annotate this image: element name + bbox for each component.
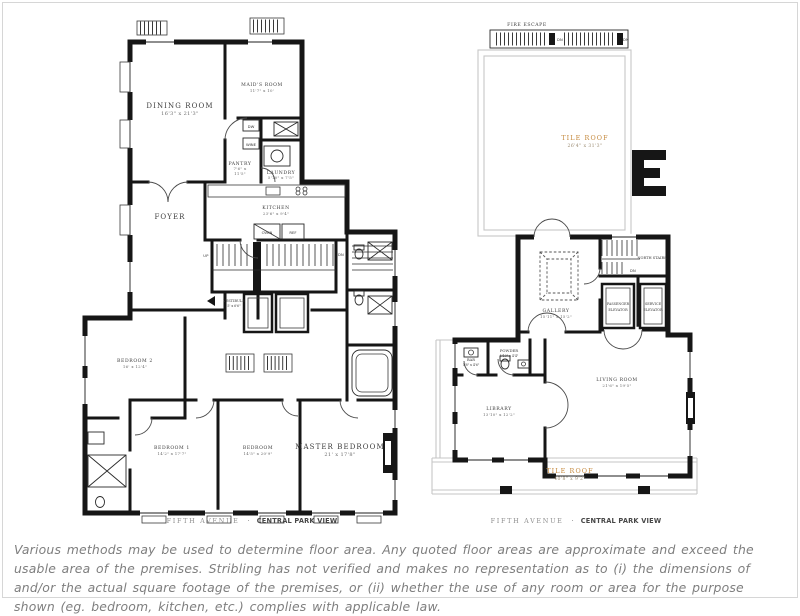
room-label-bedroom1: BEDROOM 1 — [154, 446, 190, 451]
label-passenger-elevator-2: ELEVATOR — [608, 308, 628, 312]
room-dims-maids: 11'7" x 10' — [249, 88, 275, 93]
room-dims-dining: 16'3" x 21'3" — [161, 111, 199, 117]
room-dims-vestibule: 5' x 6'6" — [227, 304, 241, 308]
label-stairs-up: UP — [203, 254, 209, 258]
room-dims-bar: 5'8" x 4'6" — [462, 363, 480, 367]
label-service-elevator-1: SERVICE — [644, 302, 662, 306]
floor2-plan — [432, 22, 697, 527]
floor2-interior-walls — [455, 237, 668, 460]
label-stairs-dn: DN — [337, 253, 345, 257]
roof-bulkhead — [632, 150, 666, 196]
room-dims-bedroom: 14'5" x 20'9" — [243, 451, 273, 456]
room-label-bedroom: BEDROOM — [242, 446, 274, 451]
floor1-terrace-boxes — [137, 18, 284, 35]
room-dims-library: 13'10" x 12'2" — [483, 412, 515, 417]
entry-arrow — [207, 296, 215, 306]
room-dims-gallery: 15'11" x 15'2" — [540, 314, 572, 319]
label-dishwasher: DW — [247, 124, 255, 129]
room-dims-powder: 5'10" x 4'4" — [499, 354, 519, 358]
room-dims-bedroom2: 16' x 12'4" — [122, 364, 148, 369]
room-dims-kitchen: 23'6" x 9'4" — [262, 211, 290, 216]
disclaimer-text: Various methods may be used to determine floor area. Any quoted floor areas are approximate and exceed the usable area of the premises. Stribling has not verified and makes no representation as to (i) the dimensions of and/or the actual square footage of the premises, or (ii) whether the use of any room or area for the purpose shown (eg. bedroom, kitchen, etc.) complies with applicable law. — [14, 542, 754, 614]
label-wine-fridge: WINE — [245, 142, 257, 147]
label-service-elevator-2: ELEVATOR — [643, 308, 663, 312]
room-label-library: LIBRARY — [486, 407, 512, 412]
floor2-windows — [455, 237, 690, 476]
room-label-gallery: GALLERY — [542, 309, 570, 314]
room-label-pantry: PANTRY — [228, 162, 252, 167]
room-dims-living: 21'6" x 19'5" — [602, 383, 632, 388]
gallery-skylight — [540, 252, 578, 300]
dims-tile-roof-top: 26'4" x 31'3" — [567, 144, 603, 149]
room-dims-pantry-2: 11'5" — [234, 171, 246, 176]
room-label-powder: POWDER — [499, 348, 519, 353]
floor2-elevators — [602, 284, 666, 328]
floor1-street-label: FIFTH AVENUE · CENTRAL PARK VIEW — [166, 517, 338, 525]
roof-parapets — [432, 50, 697, 494]
dims-tile-roof-bottom: 40'8" x 9'2" — [554, 477, 586, 482]
room-label-kitchen: KITCHEN — [262, 206, 290, 211]
room-dims-master: 21' x 17'8" — [324, 452, 356, 458]
floor1-plan — [85, 18, 395, 527]
fire-escape — [490, 22, 629, 48]
floor1-stairs — [212, 244, 393, 270]
room-dims-bedroom1: 14'2" x 17'7" — [157, 451, 187, 456]
room-label-vestibule: VESTIBULE — [223, 299, 245, 303]
room-dims-pantry-1: 7'6" x — [233, 166, 247, 171]
room-label-bedroom2: BEDROOM 2 — [117, 359, 153, 364]
label-fire-escape: FIRE ESCAPE — [507, 23, 547, 28]
room-label-laundry: LAUNDRY — [266, 171, 296, 176]
label-north-stairs-dn: DN — [629, 269, 637, 273]
floor2-doors — [464, 219, 642, 428]
floor1-stair-divider — [253, 242, 261, 292]
label-tile-roof-top: TILE ROOF — [561, 134, 609, 142]
label-refrigerator: REF — [289, 230, 297, 235]
floor2-exterior-walls — [455, 237, 690, 476]
label-north-stairs: NORTH STAIRS — [637, 256, 667, 260]
room-label-foyer: FOYER — [154, 213, 186, 221]
label-oven: OVEN — [261, 230, 273, 235]
label-fire-escape-dn1: DN — [556, 38, 564, 42]
room-label-dining: DINING ROOM — [146, 102, 214, 110]
room-dims-laundry: 5'10" x 7'5" — [267, 175, 295, 180]
label-passenger-elevator-1: PASSENGER — [606, 302, 630, 306]
label-tile-roof-bottom: TILE ROOF — [546, 467, 594, 475]
floor2-street-label: FIFTH AVENUE · CENTRAL PARK VIEW — [490, 517, 662, 525]
room-label-maids: MAID'S ROOM — [241, 83, 283, 88]
floor1-elevators — [244, 294, 308, 332]
room-label-master: MASTER BEDROOM — [295, 443, 385, 451]
room-label-bar: BAR — [467, 358, 475, 362]
label-fire-escape-dn2: DN — [622, 38, 630, 42]
room-label-living: LIVING ROOM — [596, 378, 638, 383]
